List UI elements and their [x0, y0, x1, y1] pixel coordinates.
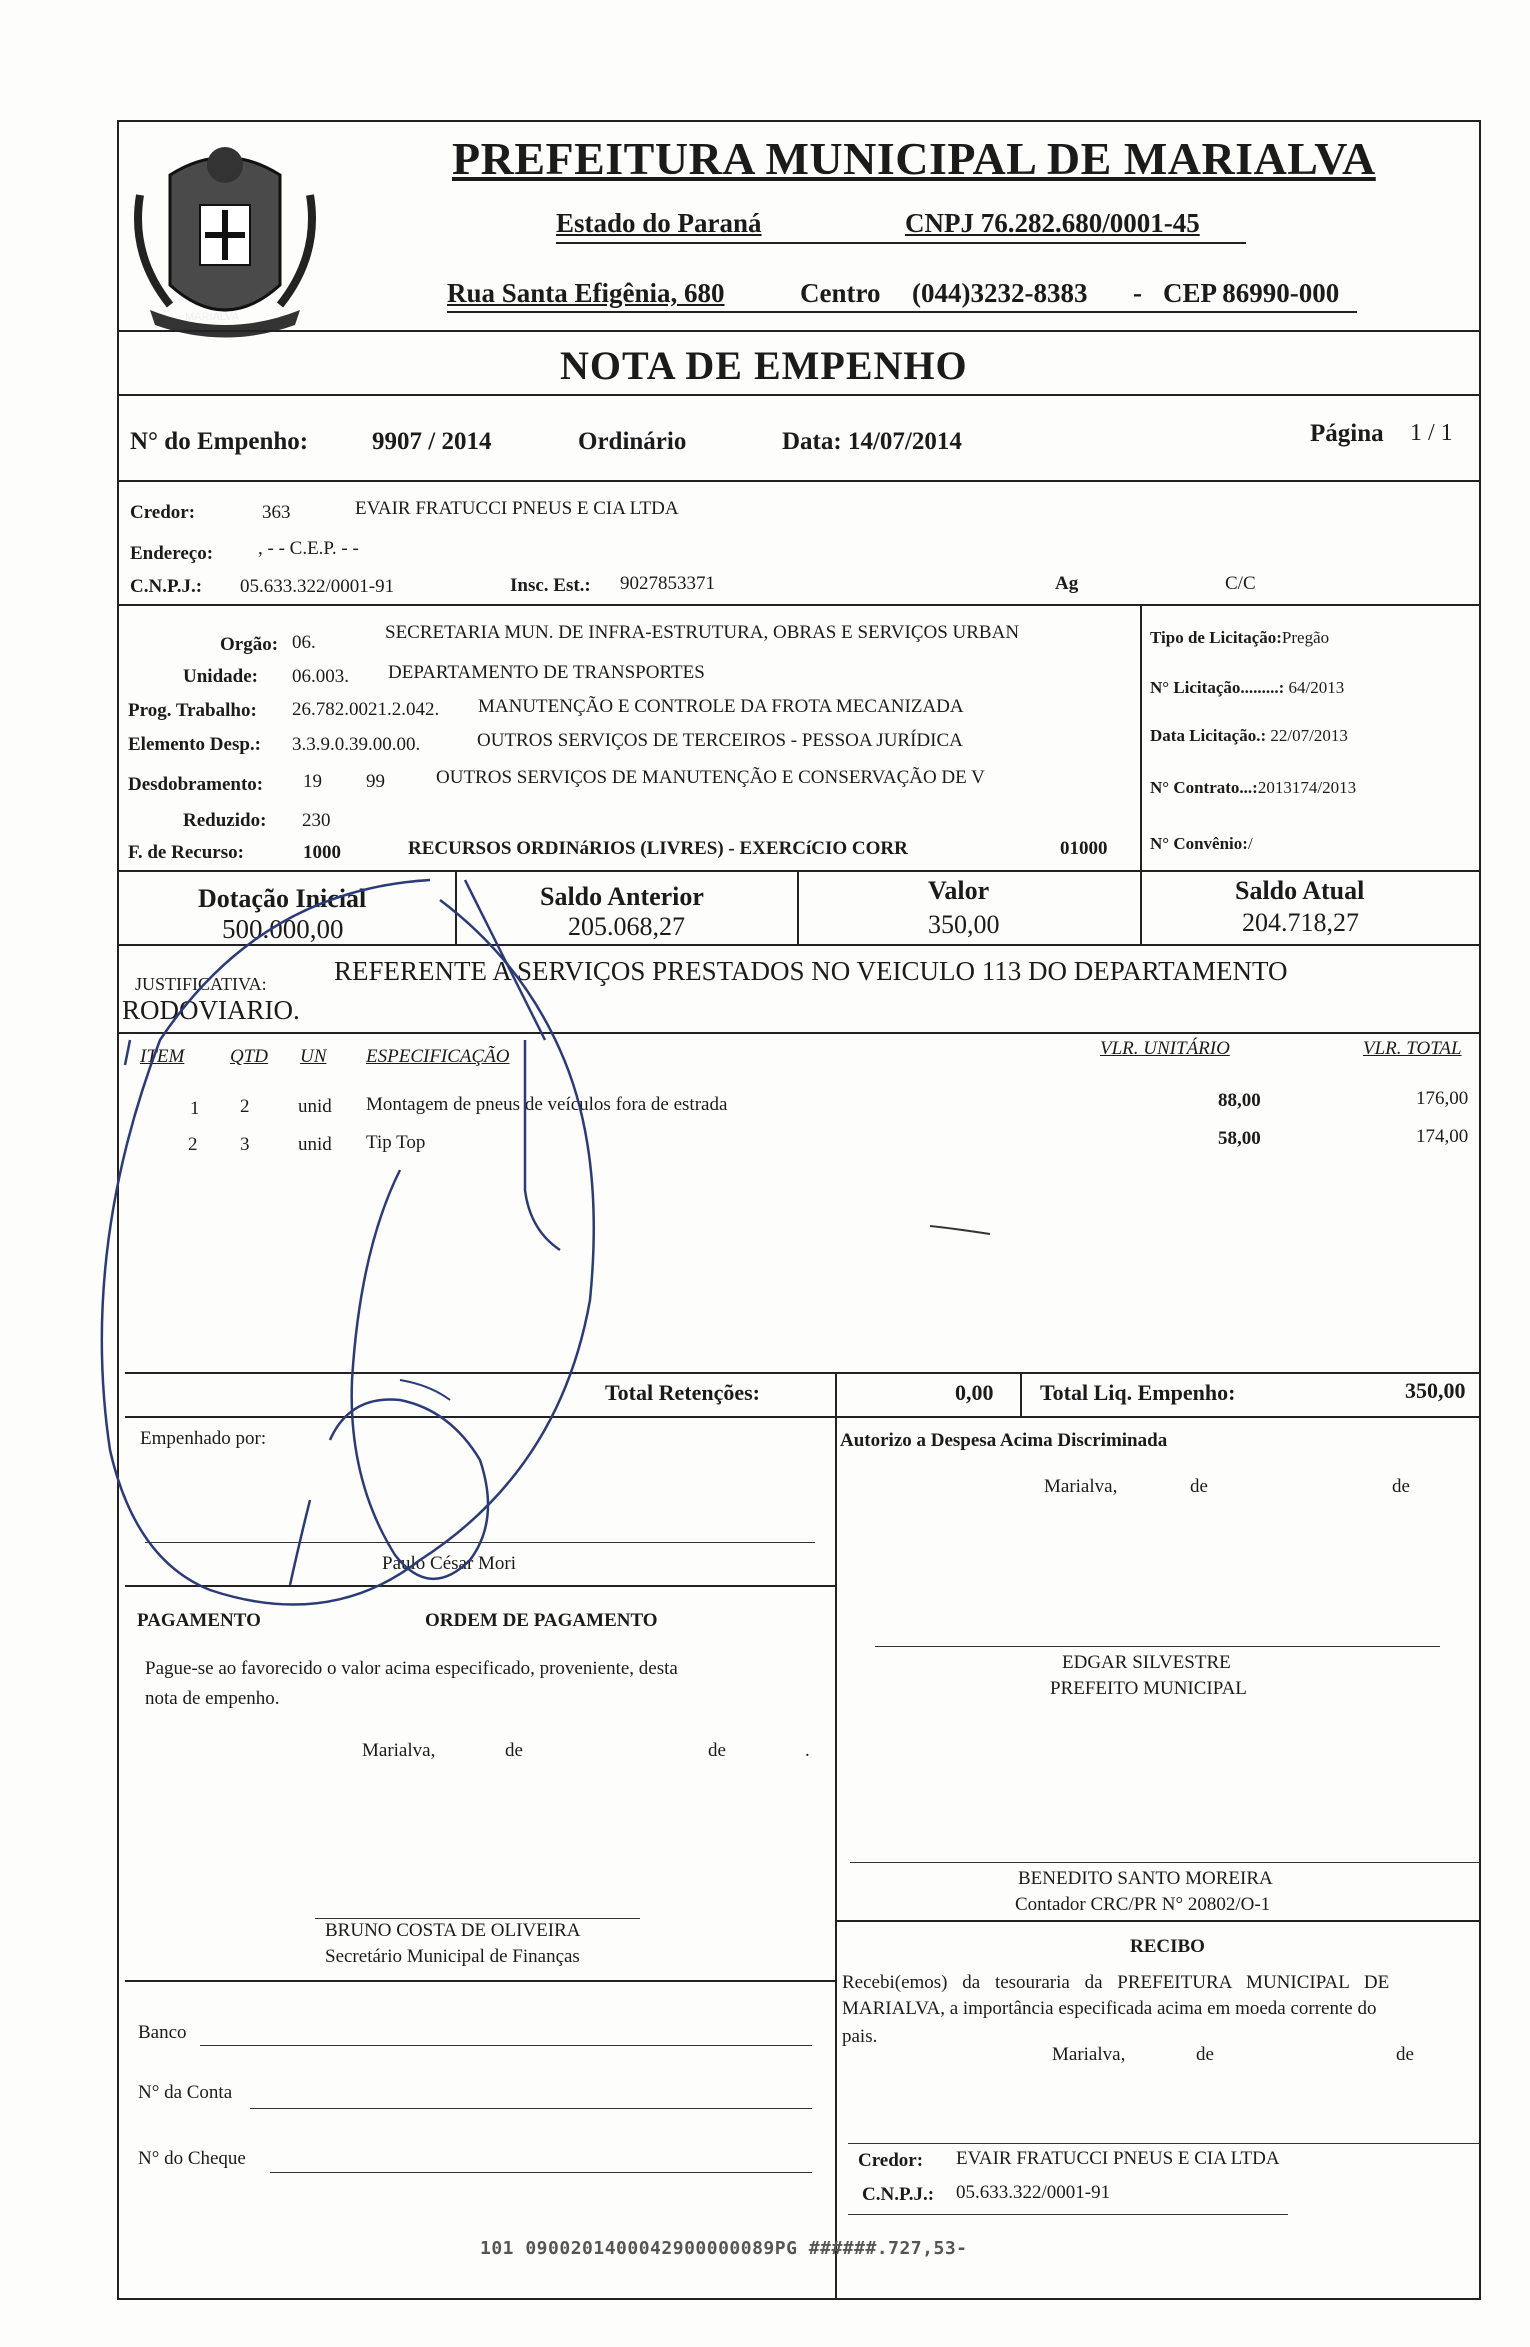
empenho-type: Ordinário: [578, 428, 687, 455]
contrato-label: N° Contrato...:2013174/2013: [1150, 778, 1357, 797]
ag-label: Ag: [1055, 573, 1079, 594]
conta-label: N° da Conta: [138, 2082, 233, 2103]
recibo-text-1: Recebi(emos) da tesouraria da PREFEITURA MUNICIPAL DE: [842, 1972, 1390, 1993]
empenhado-label: Empenhado por:: [140, 1428, 267, 1449]
row-1-un: unid: [298, 1096, 332, 1117]
row-1-qtd: 2: [240, 1096, 250, 1117]
prefeito-name: EDGAR SILVESTRE: [1062, 1652, 1231, 1673]
recibo-cnpj-label: C.N.P.J.:: [862, 2184, 935, 2205]
bank-stamp: 101 0900201400042900000089PG ######.727,53-: [480, 2238, 968, 2259]
cc-label: C/C: [1225, 573, 1256, 594]
dotacao-label: Dotação Inicial: [198, 884, 367, 913]
orgao-label: Orgão:: [220, 634, 279, 655]
tipo-licitacao-value: Pregão: [1281, 628, 1330, 647]
recibo-de-1: de: [1196, 2044, 1214, 2065]
fonte-name: RECURSOS ORDINáRIOS (LIVRES) - EXERCíCIO CORR: [408, 838, 908, 859]
elem-code: 3.3.9.0.39.00.00.: [292, 734, 421, 755]
empenho-number: 9907 / 2014: [372, 428, 492, 455]
unidade-name: DEPARTAMENTO DE TRANSPORTES: [388, 662, 705, 683]
pagamento-city: Marialva,: [362, 1740, 436, 1761]
credor-code: 363: [262, 502, 291, 523]
col-item: ITEM: [140, 1046, 185, 1067]
saldo-atual-label: Saldo Atual: [1235, 876, 1365, 905]
page-label: Página: [1310, 420, 1384, 447]
credor-name: EVAIR FRATUCCI PNEUS E CIA LTDA: [355, 498, 679, 519]
empenho-number-label: N° do Empenho:: [130, 428, 309, 455]
saldo-atual-value: 204.718,27: [1242, 908, 1359, 937]
header-dash: -: [1133, 278, 1142, 308]
contrato-value: 2013174/2013: [1257, 778, 1357, 797]
total-liq-value: 350,00: [1405, 1378, 1466, 1403]
desd-label: Desdobramento:: [128, 774, 264, 795]
recibo-label: RECIBO: [1130, 1936, 1205, 1957]
retencoes-value: 0,00: [955, 1380, 994, 1405]
unidade-label: Unidade:: [183, 666, 258, 687]
desd-code-2: 99: [366, 771, 385, 792]
elem-name: OUTROS SERVIÇOS DE TERCEIROS - PESSOA JURÍDICA: [477, 730, 963, 751]
recibo-text-2: MARIALVA, a importância especificada acima em moeda corrente do: [842, 1998, 1377, 2019]
col-unit-value: VLR. UNITÁRIO: [1100, 1038, 1230, 1059]
fonte-label: F. de Recurso:: [128, 842, 244, 863]
banco-label: Banco: [138, 2022, 187, 2043]
col-qtd: QTD: [230, 1046, 269, 1067]
autorizo-de-1: de: [1190, 1476, 1208, 1497]
doc-title: NOTA DE EMPENHO: [560, 343, 968, 388]
credor-label: Credor:: [130, 502, 196, 523]
reduzido-value: 230: [302, 810, 331, 831]
justificativa-text-1: REFERENTE A SERVIÇOS PRESTADOS NO VEICULO 113 DO DEPARTAMENTO: [334, 956, 1288, 986]
autorizo-label: Autorizo a Despesa Acima Discriminada: [840, 1430, 1168, 1451]
row-2-item: 2: [188, 1134, 198, 1155]
col-un: UN: [300, 1046, 327, 1067]
contador-title: Contador CRC/PR N° 20802/O-1: [1015, 1894, 1271, 1915]
desd-name: OUTROS SERVIÇOS DE MANUTENÇÃO E CONSERVAÇÃO DE V: [436, 767, 985, 788]
reduzido-label: Reduzido:: [183, 810, 267, 831]
prog-code: 26.782.0021.2.042.: [292, 699, 440, 720]
ordem-pagamento-label: ORDEM DE PAGAMENTO: [425, 1610, 658, 1631]
header-cnpj: CNPJ 76.282.680/0001-45: [905, 208, 1200, 238]
pagamento-de-1: de: [505, 1740, 523, 1761]
credor-cnpj: 05.633.322/0001-91: [240, 576, 395, 597]
recibo-city: Marialva,: [1052, 2044, 1126, 2065]
elem-label: Elemento Desp.:: [128, 734, 261, 755]
pagamento-label: PAGAMENTO: [137, 1610, 261, 1631]
credor-ie: 9027853371: [620, 573, 715, 594]
justificativa-label: JUSTIFICATIVA:: [135, 974, 267, 994]
recibo-cnpj: 05.633.322/0001-91: [956, 2182, 1111, 2203]
prog-label: Prog. Trabalho:: [128, 700, 257, 721]
convenio-label: N° Convênio:/: [1150, 834, 1253, 853]
header-cep: CEP 86990-000: [1163, 278, 1340, 308]
orgao-code: 06.: [292, 632, 316, 653]
header-phone: (044)3232-8383: [912, 278, 1088, 308]
row-1-total: 176,00: [1416, 1088, 1469, 1109]
row-2-spec: Tip Top: [366, 1132, 426, 1153]
data-licitacao-value: 22/07/2013: [1270, 726, 1348, 745]
retencoes-label: Total Retenções:: [605, 1380, 760, 1405]
autorizo-city: Marialva,: [1044, 1476, 1118, 1497]
fonte-code: 1000: [303, 842, 341, 863]
prefeitura-title: PREFEITURA MUNICIPAL DE MARIALVA: [452, 133, 1376, 184]
convenio-value: /: [1247, 834, 1253, 853]
recibo-credor-name: EVAIR FRATUCCI PNEUS E CIA LTDA: [956, 2148, 1280, 2169]
row-2-un: unid: [298, 1134, 332, 1155]
prog-name: MANUTENÇÃO E CONTROLE DA FROTA MECANIZADA: [478, 696, 964, 717]
data-licitacao-label: Data Licitação.: 22/07/2013: [1150, 726, 1348, 745]
col-spec: ESPECIFICAÇÃO: [366, 1046, 510, 1067]
pagamento-text-1: Pague-se ao favorecido o valor acima especificado, proveniente, desta: [145, 1658, 678, 1679]
pagamento-de-2: de: [708, 1740, 726, 1761]
pagamento-dot: .: [805, 1740, 810, 1761]
valor-value: 350,00: [928, 910, 1000, 939]
crest-banner-text: MARIALVA: [185, 311, 239, 323]
ie-label: Insc. Est.:: [510, 575, 591, 596]
address-label: Endereço:: [130, 543, 214, 564]
row-2-qtd: 3: [240, 1134, 250, 1155]
col-total-value: VLR. TOTAL: [1363, 1038, 1462, 1059]
desd-code-1: 19: [303, 771, 322, 792]
unidade-code: 06.003.: [292, 666, 349, 687]
credor-address: , - - C.E.P. - -: [258, 538, 359, 559]
dotacao-value: 500.000,00: [222, 914, 344, 944]
empenho-date: Data: 14/07/2014: [782, 428, 962, 455]
header-address: Rua Santa Efigênia, 680: [447, 278, 725, 308]
recibo-credor-label: Credor:: [858, 2150, 924, 2171]
contador-name: BENEDITO SANTO MOREIRA: [1018, 1868, 1273, 1889]
orgao-name: SECRETARIA MUN. DE INFRA-ESTRUTURA, OBRAS E SERVIÇOS URBAN: [385, 622, 1020, 643]
justificativa-text-2: RODOVIARIO.: [122, 995, 300, 1025]
empenhado-name: Paulo César Mori: [382, 1553, 517, 1574]
recibo-de-2: de: [1396, 2044, 1414, 2065]
secretario-name: BRUNO COSTA DE OLIVEIRA: [325, 1920, 581, 1941]
saldo-anterior-value: 205.068,27: [568, 912, 685, 941]
row-2-unit: 58,00: [1218, 1128, 1261, 1149]
valor-label: Valor: [928, 876, 990, 905]
total-liq-label: Total Liq. Empenho:: [1040, 1380, 1236, 1405]
cheque-label: N° do Cheque: [138, 2148, 246, 2169]
tipo-licitacao-label: Tipo de Licitação:Pregão: [1150, 628, 1330, 647]
pagamento-text-2: nota de empenho.: [145, 1688, 280, 1709]
fonte-code-2: 01000: [1060, 838, 1108, 859]
saldo-anterior-label: Saldo Anterior: [540, 882, 704, 911]
row-1-unit: 88,00: [1218, 1090, 1261, 1111]
secretario-title: Secretário Municipal de Finanças: [325, 1946, 580, 1967]
header-district: Centro: [800, 278, 881, 308]
page-number: 1 / 1: [1410, 420, 1453, 446]
autorizo-de-2: de: [1392, 1476, 1410, 1497]
prefeito-title: PREFEITO MUNICIPAL: [1050, 1678, 1247, 1699]
num-licitacao-label: N° Licitação.........: 64/2013: [1150, 678, 1345, 697]
row-2-total: 174,00: [1416, 1126, 1469, 1147]
recibo-text-3: pais.: [842, 2026, 878, 2047]
state-name: Estado do Paraná: [556, 208, 762, 238]
num-licitacao-value: 64/2013: [1288, 678, 1345, 697]
credor-cnpj-label: C.N.P.J.:: [130, 576, 203, 597]
row-1-item: 1: [190, 1098, 200, 1119]
row-1-spec: Montagem de pneus de veículos fora de estrada: [366, 1094, 728, 1115]
